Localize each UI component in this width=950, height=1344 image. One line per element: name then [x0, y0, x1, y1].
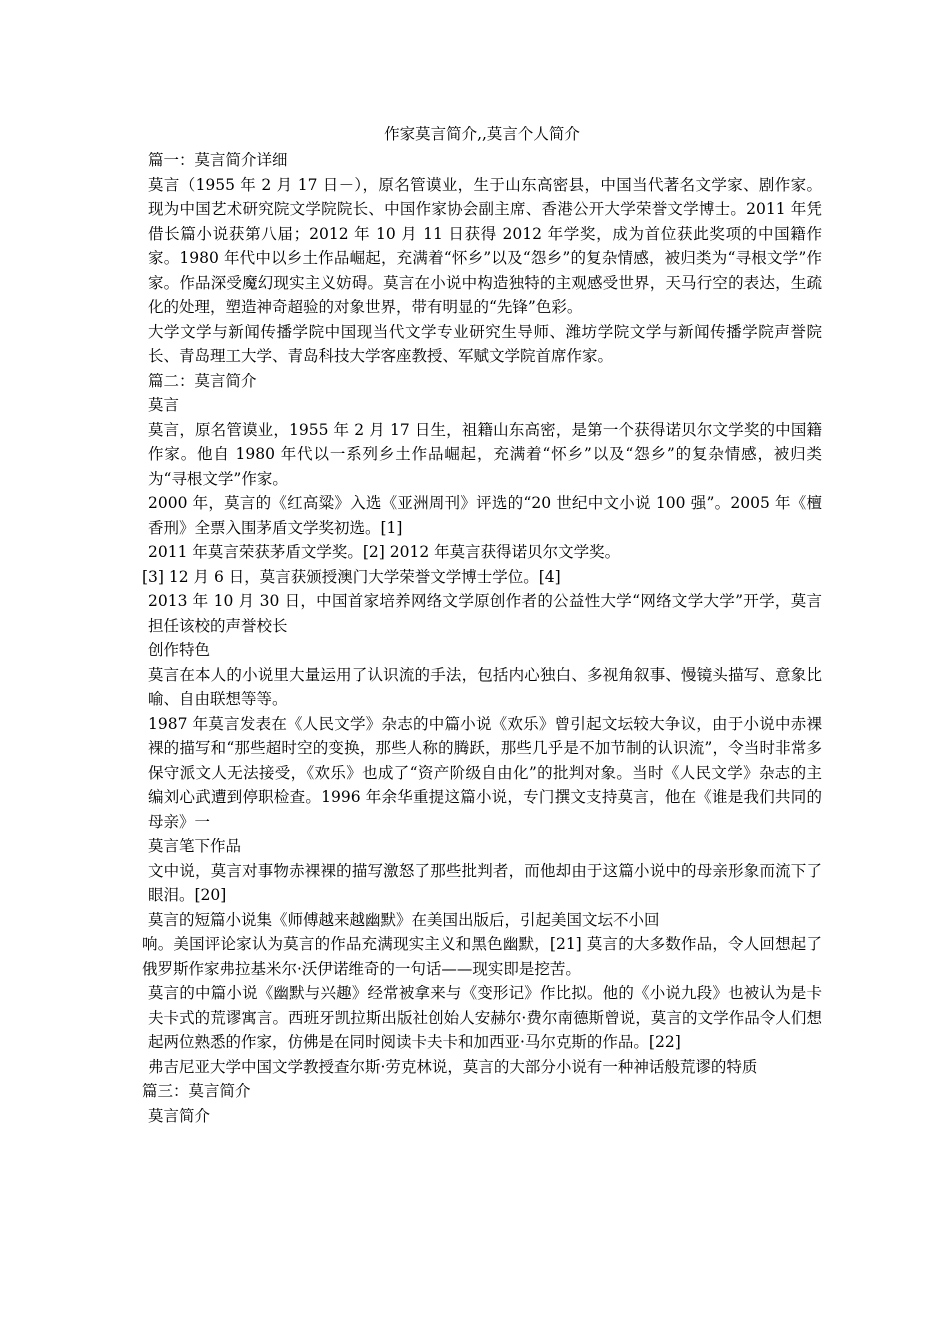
subheading: 创作特色 [148, 641, 211, 659]
paragraph: 莫言 [148, 396, 180, 414]
paragraph: 莫言简介 [148, 1106, 211, 1125]
paragraph: 2013 年 10 月 30 日，中国首家培养网络文学原创作者的公益性大学“网络文学大学”开学，莫言担任该校的声誉校长 [148, 592, 822, 635]
paragraph: 文中说，莫言对事物赤裸裸的描写激怒了那些批判者，而他却由于这篇小说中的母亲形象而流下了眼泪。[20] [148, 861, 822, 904]
document-page [142, 120, 822, 1128]
document-title: 作家莫言简介,,莫言个人简介 [384, 125, 580, 143]
paragraph: 弗吉尼亚大学中国文学教授查尔斯·劳克林说，莫言的大部分小说有一种神话般荒谬的特质 [148, 1057, 758, 1076]
paragraph: 大学文学与新闻传播学院中国现当代文学专业研究生导师、潍坊学院文学与新闻传播学院声誉院长、青岛理工大学、青岛科技大学客座教授、军赋文学院首席作家。 [148, 322, 822, 365]
paragraph: 2000 年，莫言的《红高粱》入选《亚洲周刊》评选的“20 世纪中文小说 100 强”。2005 年《檀香刑》全票入围茅盾文学奖初选。[1] [148, 494, 822, 537]
section-heading: 篇一：莫言简介详细 [148, 151, 288, 169]
paragraph: 莫言的中篇小说《幽默与兴趣》经常被拿来与《变形记》作比拟。他的《小说九段》也被认为是卡夫卡式的荒谬寓言。西班牙凯拉斯出版社创始人安赫尔·费尔南德斯曾说，莫言的文学作品令人们想起两位熟悉的作家，仿佛是在同时阅读卡夫卡和加西亚·马尔克斯的作品。[22] [148, 984, 822, 1051]
section-heading: 篇二：莫言简介 [148, 371, 257, 390]
paragraph: 莫言（1955 年 2 月 17 日－），原名管谟业，生于山东高密县，中国当代著名文学家、剧作家。现为中国艺术研究院文学院院长、中国作家协会副主席、香港公开大学荣誉文学博士。2011 年凭借长篇小说获第八届；2012 年 10 月 11 日获得 2012 年学奖，成为首位获此奖项的中国籍作家。1980 年代中以乡土作品崛起，充满着“怀乡”以及“怨乡”的复杂情感，被归类为“寻根文学”作家。作品深受魔幻现实主义妨碍。莫言在小说中构造独特的主观感受世界，天马行空的表达，生疏化的处理，塑造神奇超验的对象世界，带有明显的“先锋”色彩。 [148, 175, 822, 316]
paragraph: 莫言在本人的小说里大量运用了认识流的手法，包括内心独白、多视角叙事、慢镜头描写、意象比喻、自由联想等等。 [148, 665, 822, 708]
paragraph: 响。美国评论家认为莫言的作品充满现实主义和黑色幽默，[21] 莫言的大多数作品，令人回想起了俄罗斯作家弗拉基米尔·沃伊诺维奇的一句话——现实即是挖苦。 [142, 935, 822, 978]
paragraph: 莫言的短篇小说集《师傅越来越幽默》在美国出版后，引起美国文坛不小回 [148, 910, 660, 929]
paragraph: 2011 年莫言荣获茅盾文学奖。[2] 2012 年莫言获得诺贝尔文学奖。 [148, 543, 621, 561]
paragraph: [3] 12 月 6 日，莫言获颁授澳门大学荣誉文学博士学位。[4] [142, 567, 561, 586]
subheading: 莫言笔下作品 [148, 837, 242, 855]
section-heading: 篇三：莫言简介 [142, 1082, 251, 1100]
paragraph: 莫言，原名管谟业，1955 年 2 月 17 日生，祖籍山东高密，是第一个获得诺贝尔文学奖的中国籍作家。他自 1980 年代以一系列乡土作品崛起，充满着“怀乡”以及“怨乡”的复杂情感，被归类为“寻根文学”作家。 [148, 420, 822, 488]
paragraph: 1987 年莫言发表在《人民文学》杂志的中篇小说《欢乐》曾引起文坛较大争议，由于小说中赤裸裸的描写和“那些超时空的变换，那些人称的腾跃，那些几乎是不加节制的认识流”，令当时非常多保守派文人无法接受，《欢乐》也成了“资产阶级自由化”的批判对象。当时《人民文学》杂志的主编刘心武遭到停职检查。1996 年余华重提这篇小说，专门撰文支持莫言，他在《谁是我们共同的母亲》一 [148, 714, 822, 831]
